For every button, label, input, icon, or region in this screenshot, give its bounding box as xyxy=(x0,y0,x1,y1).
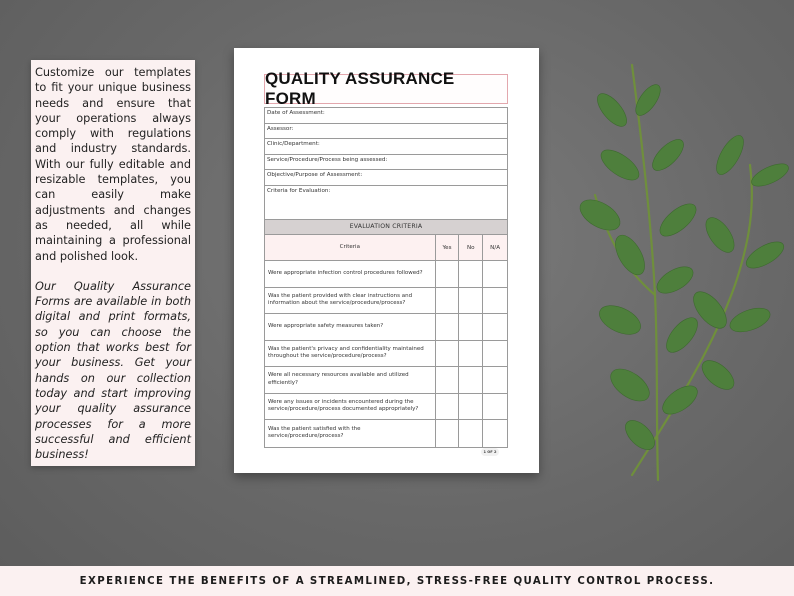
na-cell[interactable] xyxy=(483,367,507,393)
question-text: Was the patient satisfied with the service/procedure/process? xyxy=(265,420,436,447)
na-cell[interactable] xyxy=(483,394,507,420)
field-objective[interactable]: Objective/Purpose of Assessment: xyxy=(265,170,507,186)
no-cell[interactable] xyxy=(459,314,483,340)
yes-cell[interactable] xyxy=(436,420,460,447)
yes-cell[interactable] xyxy=(436,367,460,393)
table-header-row xyxy=(265,235,507,261)
table-row xyxy=(265,367,507,394)
table-row xyxy=(265,394,507,421)
na-cell[interactable] xyxy=(483,341,507,367)
column-yes: Yes xyxy=(436,235,460,260)
page-number: 1 OF 2 xyxy=(481,448,499,456)
field-clinic-department[interactable]: Clinic/Department: xyxy=(265,139,507,155)
column-criteria: Criteria xyxy=(265,235,436,260)
na-cell[interactable] xyxy=(483,261,507,287)
no-cell[interactable] xyxy=(459,341,483,367)
no-cell[interactable] xyxy=(459,394,483,420)
promo-paragraph-1: Customize our templates to fit your unique business needs and ensure that your operations always comply with regulations and industry standards. With our fully editable and resizable templates, you can easily make adjustments and changes as needed, all while maintaining a professional and polished look. xyxy=(35,66,191,263)
no-cell[interactable] xyxy=(459,288,483,314)
promo-paragraph-2: Our Quality Assurance Forms are available in both digital and print formats, so you can choose the option that works best for your business. Get your hands on our collection today and start improving your quality assurance processes for a more successful and efficient business! xyxy=(35,279,191,462)
evaluation-table xyxy=(264,219,508,448)
table-row xyxy=(265,261,507,288)
question-text: Were all necessary resources available and utilized efficiently? xyxy=(265,367,436,393)
question-text: Were appropriate safety measures taken? xyxy=(265,314,436,340)
yes-cell[interactable] xyxy=(436,288,460,314)
table-row xyxy=(265,420,507,447)
question-text: Was the patient's privacy and confidentiality maintained throughout the service/procedure/process? xyxy=(265,341,436,367)
form-fields xyxy=(264,107,508,220)
na-cell[interactable] xyxy=(483,420,507,447)
form-sheet xyxy=(234,48,539,473)
na-cell[interactable] xyxy=(483,314,507,340)
no-cell[interactable] xyxy=(459,367,483,393)
evaluation-heading: EVALUATION CRITERIA xyxy=(265,220,507,235)
column-no: No xyxy=(459,235,483,260)
bottom-banner: EXPERIENCE THE BENEFITS OF A STREAMLINED, STRESS-FREE QUALITY CONTROL PROCESS. xyxy=(0,566,794,596)
question-text: Were any issues or incidents encountered during the service/procedure/process documented appropriately? xyxy=(265,394,436,420)
yes-cell[interactable] xyxy=(436,394,460,420)
field-date-of-assessment[interactable]: Date of Assessment: xyxy=(265,108,507,124)
field-service-assessed[interactable]: Service/Procedure/Process being assessed: xyxy=(265,155,507,171)
yes-cell[interactable] xyxy=(436,314,460,340)
table-row xyxy=(265,341,507,368)
table-row xyxy=(265,288,507,315)
yes-cell[interactable] xyxy=(436,261,460,287)
field-criteria-for-evaluation[interactable]: Criteria for Evaluation: xyxy=(267,187,331,194)
no-cell[interactable] xyxy=(459,420,483,447)
promo-card xyxy=(31,60,195,466)
eucalyptus-plant-image xyxy=(560,55,794,495)
na-cell[interactable] xyxy=(483,288,507,314)
column-na: N/A xyxy=(490,244,501,251)
form-title: QUALITY ASSURANCE FORM xyxy=(264,74,508,104)
question-text: Was the patient provided with clear instructions and information about the service/procedure/process? xyxy=(265,288,436,314)
yes-cell[interactable] xyxy=(436,341,460,367)
table-row xyxy=(265,314,507,341)
question-text: Were appropriate infection control procedures followed? xyxy=(265,261,436,287)
no-cell[interactable] xyxy=(459,261,483,287)
field-assessor[interactable]: Assessor: xyxy=(265,124,507,140)
